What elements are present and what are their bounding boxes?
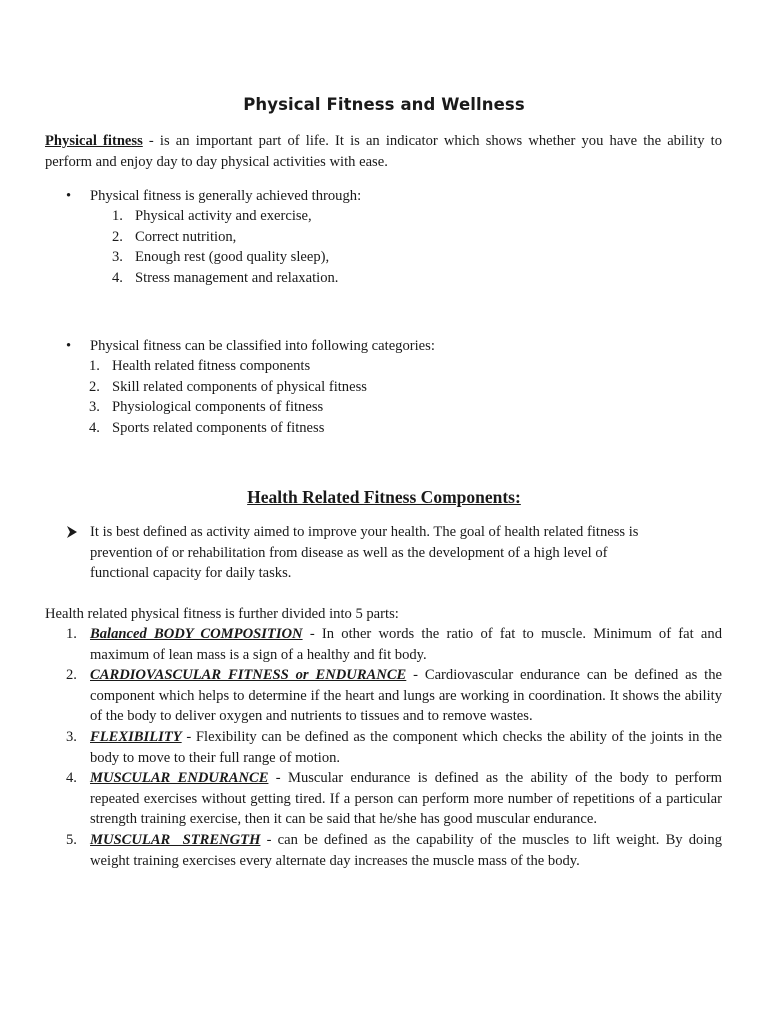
bullet-achieved-text: Physical fitness is generally achieved through: (90, 188, 362, 204)
section-title: Health Related Fitness Components: (247, 487, 521, 507)
list-item: 1. Physical activity and exercise, (112, 208, 312, 224)
component-term: Balanced BODY COMPOSITION (90, 626, 303, 642)
bullet-dot-icon: • (66, 338, 72, 354)
document-title: Physical Fitness and Wellness (243, 95, 525, 114)
categories-list (89, 356, 589, 438)
component-term: MUSCULAR STRENGTH (90, 831, 261, 848)
component-item: 4. MUSCULAR ENDURANCE - Muscular endurance is defined as the ability of the body to perform repeated exercises without getting tired. If a person can perform more number of repetitions of a particular strength training exercise, then it can be said that he/she has good muscular endurance. (66, 770, 722, 828)
component-term: CARDIOVASCULAR FITNESS or ENDURANCE (90, 667, 407, 684)
component-item: 3. FLEXIBILITY - Flexibility can be defined as the component which checks the ability of the joints in the body to move to their full range of motion. (66, 728, 722, 766)
list-item: 4. Stress management and relaxation. (112, 269, 339, 286)
bullet-categories-text: Physical fitness can be classified into following categories: (90, 338, 435, 354)
list-item: 3. Physiological components of fitness (89, 399, 324, 416)
definition-text: It is best defined as activity aimed to improve your health. The goal of health related fitness is prevention of or rehabilitation from disease as well as the development of a high level of functional capacity for daily tasks. (90, 524, 639, 582)
component-item: 5. MUSCULAR STRENGTH - can be defined as the capability of the muscles to lift weight. By doing weight training exercises every alternate day increases the muscle mass of the body. (66, 831, 722, 869)
components-list (45, 624, 722, 871)
intro-paragraph (45, 131, 722, 172)
list-item: 3. Enough rest (good quality sleep), (112, 249, 330, 266)
component-item: 2. CARDIOVASCULAR FITNESS or ENDURANCE - Cardiovascular endurance can be defined as the component which helps to determine if the heart and lungs are working in coordination. It shows the ability of the body to deliver oxygen and nutrients to tissues and to remove wastes. (66, 667, 722, 725)
arrow-bullet-icon (66, 522, 78, 546)
component-item: 1. Balanced BODY COMPOSITION - In other words the ratio of fat to muscle. Minimum of fat and maximum of lean mass is a sign of a healthy and fit body. (66, 626, 722, 663)
intro-text: - is an important part of life. It is an indicator which shows whether you have the ability to perform and enjoy day to day physical activities with ease. (45, 133, 722, 170)
list-item: 4. Sports related components of fitness (89, 419, 325, 436)
component-term: MUSCULAR ENDURANCE (90, 770, 269, 787)
list-item: 2. Skill related components of physical fitness (89, 378, 367, 395)
list-item: 1. Health related fitness components (89, 358, 311, 374)
parts-intro: Health related physical fitness is further divided into 5 parts: (45, 606, 399, 622)
achieved-list (112, 206, 612, 288)
list-item: 2. Correct nutrition, (112, 228, 237, 245)
bullet-dot-icon: • (66, 188, 72, 204)
intro-term: Physical fitness (45, 133, 143, 149)
component-term: FLEXIBILITY (90, 728, 182, 745)
